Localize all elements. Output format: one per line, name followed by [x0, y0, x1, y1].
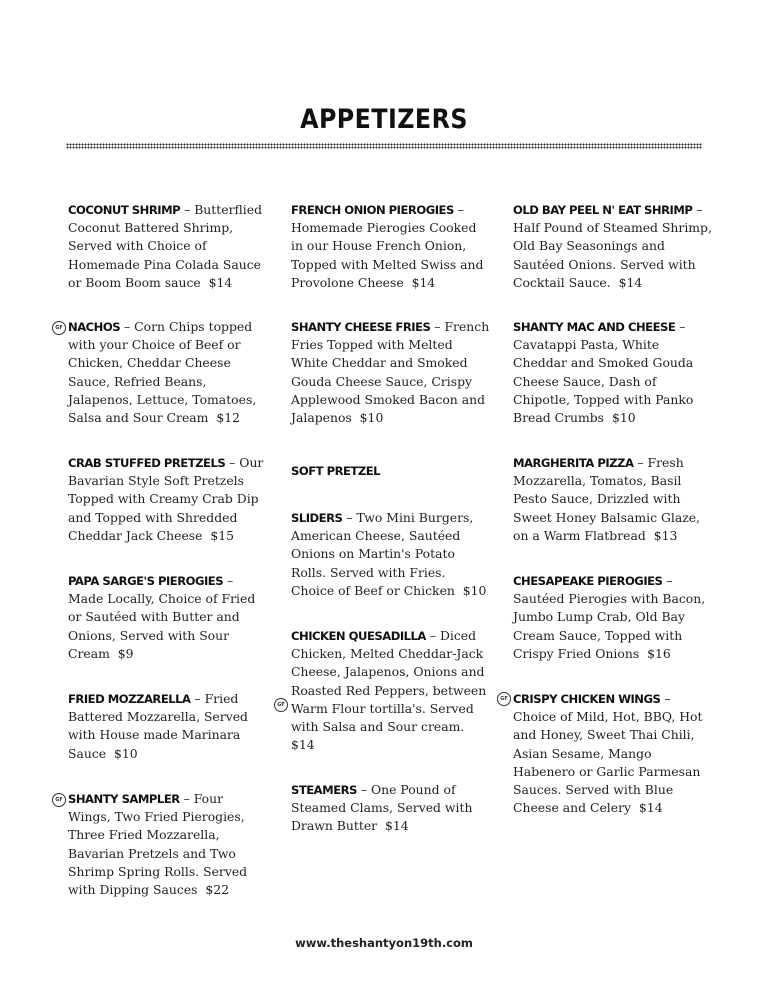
item-price: $14 — [208, 274, 233, 290]
item-name: MARGHERITA PIZZA — [513, 456, 634, 470]
menu-item-shanty-mac-and-cheese — [513, 318, 713, 427]
item-name: SHANTY CHEESE FRIES — [291, 320, 431, 334]
item-price: $10 — [359, 410, 384, 426]
item-price: $14 — [291, 737, 315, 753]
item-description: French Fries Topped with Melted White Cheddar and Smoked Gouda Cheese Sauce, Crispy Applewood Smoked Bacon and Jalapenos — [291, 319, 490, 426]
menu-item-papa-sarges-pierogies — [68, 572, 268, 663]
item-description: Our Bavarian Style Soft Pretzels Topped with Creamy Crab Dip and Topped with Shredded Cheddar Jack Cheese — [68, 455, 264, 543]
item-price: $22 — [205, 882, 230, 898]
item-description: Half Pound of Steamed Shrimp, Old Bay Seasonings and Sautéed Onions. Served with Cocktail Sauce. — [513, 220, 712, 290]
menu-item-crispy-chicken-wings — [513, 690, 713, 817]
gluten-free-icon: GF — [274, 698, 288, 712]
item-name: PAPA SARGE'S PIEROGIES — [68, 574, 224, 588]
menu-item-coconut-shrimp — [68, 201, 268, 292]
item-separator: – — [675, 319, 686, 334]
item-price: $15 — [210, 527, 235, 543]
menu-item-nachos — [68, 318, 268, 427]
gluten-free-icon: GF — [52, 793, 66, 807]
item-price: $14 — [638, 800, 663, 816]
item-description: Made Locally, Choice of Fried or Sautéed with Butter and Onions, Served with Sour Cream — [68, 591, 256, 661]
item-price: $16 — [647, 645, 671, 661]
dotted-divider — [66, 143, 702, 149]
item-price: $10 — [114, 745, 138, 761]
item-name: CHESAPEAKE PIEROGIES — [513, 574, 663, 588]
item-description: Fried Battered Mozzarella, Served with House made Marinara Sauce — [68, 691, 248, 761]
menu-item-french-onion-pierogies — [291, 201, 491, 292]
item-description: Two Mini Burgers, American Cheese, Sautéed Onions on Martin's Potato Rolls. Served with Fries. Choice of Beef or Chicken — [291, 510, 474, 598]
website-link[interactable]: www.theshantyon19th.com — [295, 936, 473, 950]
item-separator: – — [453, 202, 464, 217]
item-separator: – — [692, 202, 703, 217]
menu-item-chesapeake-pierogies — [513, 572, 713, 663]
menu-item-shanty-cheese-fries — [291, 318, 491, 427]
item-separator: – — [120, 319, 135, 334]
menu-item-fried-mozzarella — [68, 690, 268, 763]
item-price: $14 — [618, 274, 643, 290]
item-separator: – — [342, 510, 357, 525]
item-price: $9 — [117, 645, 134, 661]
gluten-free-icon: GF — [52, 321, 66, 335]
item-separator: – — [660, 691, 671, 706]
item-separator: – — [633, 455, 648, 470]
item-name: FRIED MOZZARELLA — [68, 692, 191, 706]
item-separator: – — [430, 319, 445, 334]
item-name: SHANTY MAC AND CHEESE — [513, 320, 676, 334]
menu-item-chicken-quesadilla — [291, 627, 491, 754]
item-description: Cavatappi Pasta, White Cheddar and Smoked Gouda Cheese Sauce, Dash of Chipotle, Topped with Panko Bread Crumbs — [513, 337, 694, 426]
item-separator: – — [179, 791, 194, 806]
item-separator: – — [190, 691, 205, 706]
menu-item-steamers — [291, 781, 491, 836]
item-description: One Pound of Steamed Clams, Served with Drawn Butter — [291, 782, 473, 834]
item-description: Choice of Mild, Hot, BBQ, Hot and Honey, Sweet Thai Chili, Asian Sesame, Mango Habenero or Garlic Parmesan Sauces. Served with Blue Cheese and Celery — [513, 709, 703, 816]
item-description: Diced Chicken, Melted Cheddar-Jack Cheese, Jalapenos, Onions and Roasted Red Peppers, between Warm Flour tortilla's. Served with Salsa and Sour cream. — [291, 628, 487, 735]
item-separator: – — [356, 782, 371, 797]
item-name: SOFT PRETZEL — [291, 464, 381, 478]
item-description: Butterflied Coconut Battered Shrimp, Served with Choice of Homemade Pina Colada Sauce or Boom Boom sauce — [68, 202, 262, 290]
item-price: $12 — [216, 410, 240, 426]
item-name: FRENCH ONION PIEROGIES — [291, 203, 454, 217]
gluten-free-icon: GF — [497, 692, 511, 706]
menu-item-old-bay-shrimp — [513, 201, 713, 292]
item-name: OLD BAY PEEL N' EAT SHRIMP — [513, 203, 693, 217]
item-name: CRISPY CHICKEN WINGS — [513, 692, 661, 706]
menu-item-soft-pretzel — [291, 462, 491, 480]
menu-item-crab-stuffed-pretzels — [68, 454, 268, 545]
item-name: NACHOS — [68, 320, 121, 334]
menu-item-margherita-pizza — [513, 454, 713, 545]
item-name: CHICKEN QUESADILLA — [291, 629, 426, 643]
item-name: CRAB STUFFED PRETZELS — [68, 456, 226, 470]
item-name: SLIDERS — [291, 511, 343, 525]
item-price: $14 — [411, 274, 436, 290]
item-description: Sautéed Pierogies with Bacon, Jumbo Lump Crab, Old Bay Cream Sauce, Topped with Crispy Fried Onions — [513, 591, 706, 661]
page-title: APPETIZERS — [300, 104, 468, 135]
item-price: $10 — [611, 410, 636, 426]
item-name: COCONUT SHRIMP — [68, 203, 181, 217]
menu-item-sliders — [291, 509, 491, 600]
item-price: $10 — [462, 582, 487, 598]
item-description: Four Wings, Two Fried Pierogies, Three Fried Mozzarella, Bavarian Pretzels and Two Shrimp Spring Rolls. Served with Dipping Sauces — [68, 791, 248, 898]
item-separator: – — [223, 573, 234, 588]
item-separator: – — [180, 202, 195, 217]
item-separator: – — [425, 628, 440, 643]
item-separator: – — [662, 573, 673, 588]
menu-item-shanty-sampler — [68, 790, 268, 899]
item-description: Fresh Mozzarella, Tomatos, Basil Pesto Sauce, Drizzled with Sweet Honey Balsamic Glaze, on a Warm Flatbread — [513, 455, 701, 543]
item-description: Corn Chips topped with your Choice of Beef or Chicken, Cheddar Cheese Sauce, Refried Beans, Jalapenos, Lettuce, Tomatoes, Salsa and Sour Cream — [68, 319, 257, 426]
item-price: $14 — [384, 818, 409, 834]
item-separator: – — [225, 455, 240, 470]
item-name: SHANTY SAMPLER — [68, 792, 180, 806]
item-description: Homemade Pierogies Cooked in our House French Onion, Topped with Melted Swiss and Provolone Cheese — [291, 220, 484, 290]
item-price: $13 — [653, 527, 678, 543]
item-name: STEAMERS — [291, 783, 357, 797]
